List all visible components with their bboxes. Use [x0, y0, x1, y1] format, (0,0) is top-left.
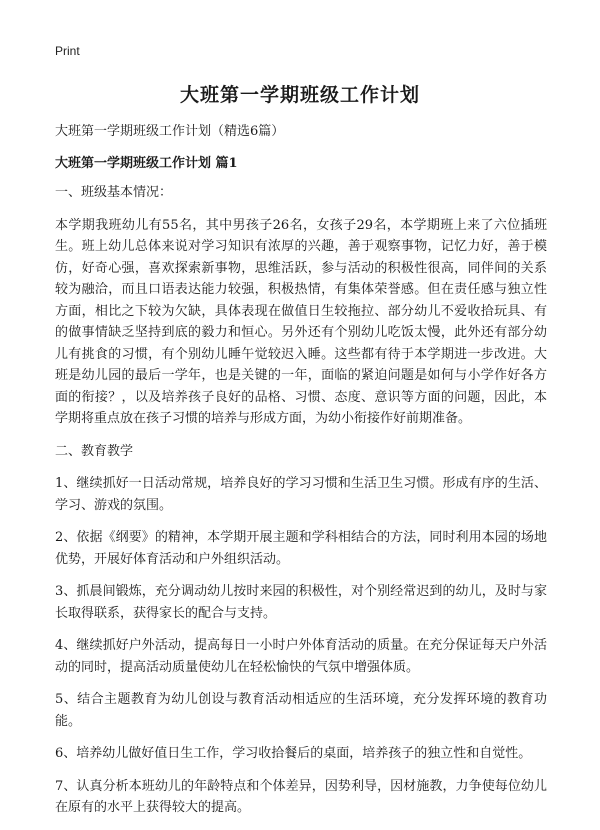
paragraph-teaching-3: 3、抓晨间锻炼，充分调动幼儿按时来园的积极性，对个别经常迟到的幼儿，及时与家长取得联系，获得家长的配合与支持。 [55, 584, 547, 621]
print-link[interactable]: Print [55, 44, 80, 58]
document-subtitle: 大班第一学期班级工作计划（精选6篇） [55, 124, 285, 139]
paragraph-class-overview: 本学期我班幼儿有55名，其中男孩子26名，女孩子29名，本学期班上来了六位插班生。班上幼儿总体来说对学习知识有浓厚的兴趣，善于观察事物，记忆力好，善于模仿，好奇心强，喜欢探索新事物，思维活跃，参与活动的积极性很高，同伴间的关系较为融洽，而且口语表达能力较强，积极热情，有集体荣誉感。但在责任感与独立性方面，相比之下较为欠缺，具体表现在做值日生较拖拉、部分幼儿不爱收拾玩具、有的做事情缺乏坚持到底的毅力和恒心。另外还有个别幼儿吃饭太慢，此外还有部分幼儿有挑食的习惯，有个别幼儿睡午觉较迟入睡。这些都有待于本学期进一步改进。大班是幼儿园的最后一学年，也是关键的一年，面临的紧迫问题是如何与小学作好各方面的衔接？，以及培养孩子良好的品格、习惯、态度、意识等方面的问题，因此，本学期将重点放在孩子习惯的培养与形成方面，为幼小衔接作好前期准备。 [55, 217, 547, 426]
paragraph-teaching-5: 5、结合主题教育为幼儿创设与教育活动相适应的生活环境，充分发挥环境的教育功能。 [55, 692, 547, 729]
paragraph-teaching-1: 1、继续抓好一日活动常规，培养良好的学习习惯和生活卫生习惯。形成有序的生活、学习、游戏的氛围。 [55, 476, 547, 513]
paragraph-teaching-6: 6、培养幼儿做好值日生工作，学习收拾餐后的桌面，培养孩子的独立性和自觉性。 [55, 746, 532, 761]
paragraph-teaching-4: 4、继续抓好户外活动，提高每日一小时户外体育活动的质量。在充分保证每天户外活动的同时，提高活动质量使幼儿在轻松愉快的气氛中增强体质。 [55, 638, 547, 675]
document-body [55, 182, 547, 830]
section-heading-teaching: 二、教育教学 [55, 443, 134, 459]
article-heading: 大班第一学期班级工作计划 篇1 [55, 156, 238, 171]
document-title: 大班第一学期班级工作计划 [179, 84, 420, 106]
paragraph-teaching-7: 7、认真分析本班幼儿的年龄特点和个体差异，因势利导，因材施教，力争使每位幼儿在原有的水平上获得较大的提高。 [55, 778, 547, 815]
paragraph-teaching-2: 2、依据《纲要》的精神，本学期开展主题和学科相结合的方法，同时利用本园的场地优势，开展好体育活动和户外组织活动。 [55, 530, 547, 567]
section-heading-class-overview: 一、班级基本情况： [55, 185, 173, 200]
